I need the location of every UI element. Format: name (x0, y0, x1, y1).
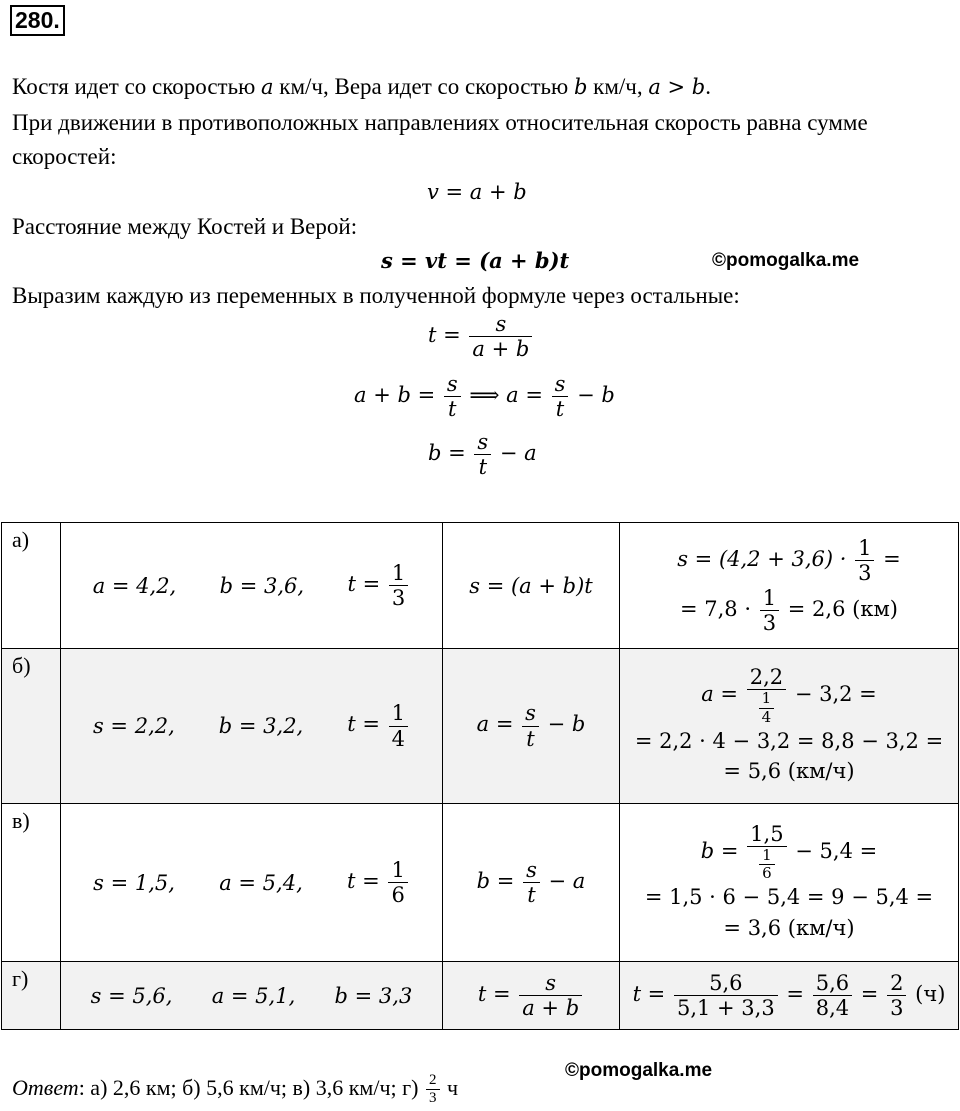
formula-text: s = (a + b)t (469, 573, 593, 598)
calc-line (620, 822, 958, 883)
intro-line-5: Выразим каждую из переменных в полученной формуле через остальные: (12, 283, 740, 308)
lhs: a = (476, 712, 514, 737)
lhs: a + b = (354, 383, 436, 408)
expr: a = (701, 682, 739, 707)
calculation (620, 649, 959, 804)
expr: b = (700, 838, 739, 863)
lhs: b = (428, 441, 466, 466)
fraction (474, 430, 491, 479)
text-segment: . (705, 74, 712, 99)
value: b = 3,6, (219, 573, 305, 598)
value: a = 5,1, (211, 983, 296, 1008)
numerator: 1,5 (747, 822, 786, 847)
intro-line-3: скоростей: (12, 144, 117, 169)
expr: − 5,4 = (795, 838, 878, 863)
answer-unit: ч (447, 1074, 459, 1100)
formula-v-text: v = a + b (427, 180, 527, 204)
table-row (2, 523, 959, 649)
numerator: s (554, 372, 566, 396)
formula-s-text: s = vt = (a + b)t (381, 248, 570, 273)
calc-line (620, 536, 958, 585)
numerator: 1 (388, 858, 407, 883)
table-row (2, 804, 959, 962)
formula-t (428, 312, 534, 361)
formula (443, 523, 620, 649)
intro-line-4: Расстояние между Костей и Верой: (12, 214, 358, 239)
fraction (444, 372, 461, 421)
expr: (ч) (915, 982, 946, 1006)
fraction (813, 971, 852, 1020)
denominator: 6 (391, 883, 405, 907)
value: b = 3,2, (218, 714, 304, 738)
implies: ⟹ a = (469, 383, 543, 408)
row-label: г) (2, 962, 61, 1030)
answer-fraction (426, 1072, 440, 1108)
fraction (469, 312, 532, 361)
watermark-bottom: ©pomogalka.me (565, 1060, 713, 1081)
expr: = (860, 982, 879, 1006)
calc-line: = 5,6 (км/ч) (723, 759, 855, 784)
answer-text: : а) 2,6 км; б) 5,6 км/ч; в) 3,6 км/ч; г) (78, 1074, 419, 1100)
formula-s (381, 248, 569, 273)
rhs: − b (577, 383, 615, 408)
calc-line: = 3,6 (км/ч) (723, 915, 855, 940)
denominator: t (527, 883, 536, 907)
given-values (61, 523, 443, 649)
calculation (620, 804, 959, 962)
numerator: 2 (887, 971, 906, 996)
value: b = 3,3 (334, 983, 413, 1008)
formula (443, 649, 620, 804)
lhs: t = (428, 323, 461, 348)
expr: = (883, 547, 901, 572)
denominator: 5,1 + 3,3 (676, 996, 775, 1020)
rhs: − a (548, 869, 586, 893)
numerator: s (526, 857, 537, 882)
numerator: 1 (855, 536, 874, 561)
numerator: 1 (389, 561, 408, 586)
numerator: 1 (759, 847, 775, 865)
denominator: t (555, 397, 565, 422)
denominator: t (448, 397, 457, 422)
fraction (674, 971, 778, 1020)
denominator: 4 (391, 726, 405, 751)
calc-line (620, 665, 958, 726)
formula-b (428, 430, 537, 479)
denominator: 8,4 (815, 996, 850, 1020)
calculation (620, 962, 959, 1030)
lhs: b = (476, 869, 515, 893)
row-label: в) (2, 804, 61, 962)
fraction (855, 536, 874, 585)
value: a = 5,4, (219, 870, 303, 895)
answer (12, 1072, 458, 1108)
fraction (552, 372, 569, 421)
var-b: b (573, 75, 588, 99)
given-values (61, 804, 443, 962)
numerator: 5,6 (674, 971, 778, 996)
value (347, 561, 410, 610)
given-values (61, 962, 443, 1030)
lhs: t = (347, 869, 380, 893)
denominator: 3 (858, 561, 872, 586)
var-a: a (261, 75, 274, 99)
denominator: 6 (762, 864, 772, 883)
numerator: s (477, 430, 489, 454)
fraction (760, 586, 779, 635)
denominator: a + b (472, 337, 530, 362)
rhs: − a (499, 441, 537, 466)
formula (443, 804, 620, 962)
problem-number: 280. (10, 5, 65, 36)
formula-ab (354, 372, 615, 421)
text-segment: км/ч, Вера идет со скоростью (279, 74, 569, 99)
numerator: 2 (426, 1072, 440, 1090)
calc-line: = 1,5 · 6 − 5,4 = 9 − 5,4 = (644, 885, 934, 910)
numerator: s (495, 312, 507, 336)
rhs: − b (547, 712, 586, 737)
calc-line (620, 586, 958, 635)
solution-table (1, 522, 959, 1030)
watermark-top: ©pomogalka.me (712, 250, 860, 271)
denominator: a + b (522, 996, 580, 1020)
denominator: t (526, 726, 535, 751)
value: s = 1,5, (93, 870, 175, 895)
value: a = 4,2, (92, 573, 177, 598)
nested-fraction (756, 690, 778, 726)
numerator: 1 (760, 586, 779, 611)
fraction (887, 971, 906, 1020)
text-segment: Костя идет со скоростью (12, 74, 256, 99)
answer-label: Ответ (12, 1074, 79, 1100)
formula-v (427, 180, 527, 204)
lhs: t = (347, 712, 380, 737)
fraction (522, 701, 539, 750)
value: s = 5,6, (90, 983, 173, 1008)
expr: t = (632, 982, 666, 1006)
expr: = 7,8 · (680, 596, 752, 621)
numerator: 1 (389, 701, 408, 726)
numerator: 5,6 (813, 971, 852, 996)
intro-line-1 (12, 74, 711, 100)
expr: − 3,2 = (794, 682, 877, 707)
denominator: 3 (762, 610, 777, 635)
condition: a > b (648, 75, 706, 99)
numerator: 2,2 (747, 665, 786, 690)
value: s = 2,2, (92, 714, 175, 738)
fraction (523, 858, 540, 907)
numerator: s (446, 372, 458, 396)
fraction (388, 858, 407, 907)
lhs: t = (477, 982, 511, 1006)
row-label: б) (2, 649, 61, 804)
denominator: 3 (429, 1090, 437, 1107)
text-segment: км/ч, (593, 74, 643, 99)
table-row (2, 649, 959, 804)
expr: s = (4,2 + 3,6) · (677, 547, 847, 572)
numerator: s (545, 970, 557, 995)
row-label: а) (2, 523, 61, 649)
denominator: 3 (391, 586, 406, 610)
fraction (747, 822, 786, 883)
formula (443, 962, 620, 1030)
fraction (519, 971, 582, 1020)
denominator: 3 (890, 996, 904, 1020)
denominator: 4 (761, 707, 772, 726)
numerator: s (525, 701, 536, 726)
fraction (389, 701, 408, 750)
denominator: t (478, 455, 488, 480)
lhs: t = (347, 572, 381, 596)
value (347, 701, 410, 750)
numerator: 1 (759, 690, 775, 708)
fraction (389, 561, 408, 610)
expr: = (786, 982, 805, 1006)
expr: = 2,6 (км) (787, 596, 898, 621)
value (347, 858, 410, 907)
calculation (620, 523, 959, 649)
calc-line: = 2,2 · 4 − 3,2 = 8,8 − 3,2 = (634, 728, 944, 753)
fraction (747, 665, 786, 726)
given-values (61, 649, 443, 804)
intro-line-2: При движении в противоположных направлениях относительная скорость равна сумме (12, 110, 868, 135)
nested-fraction (756, 847, 778, 883)
table-row (2, 962, 959, 1030)
